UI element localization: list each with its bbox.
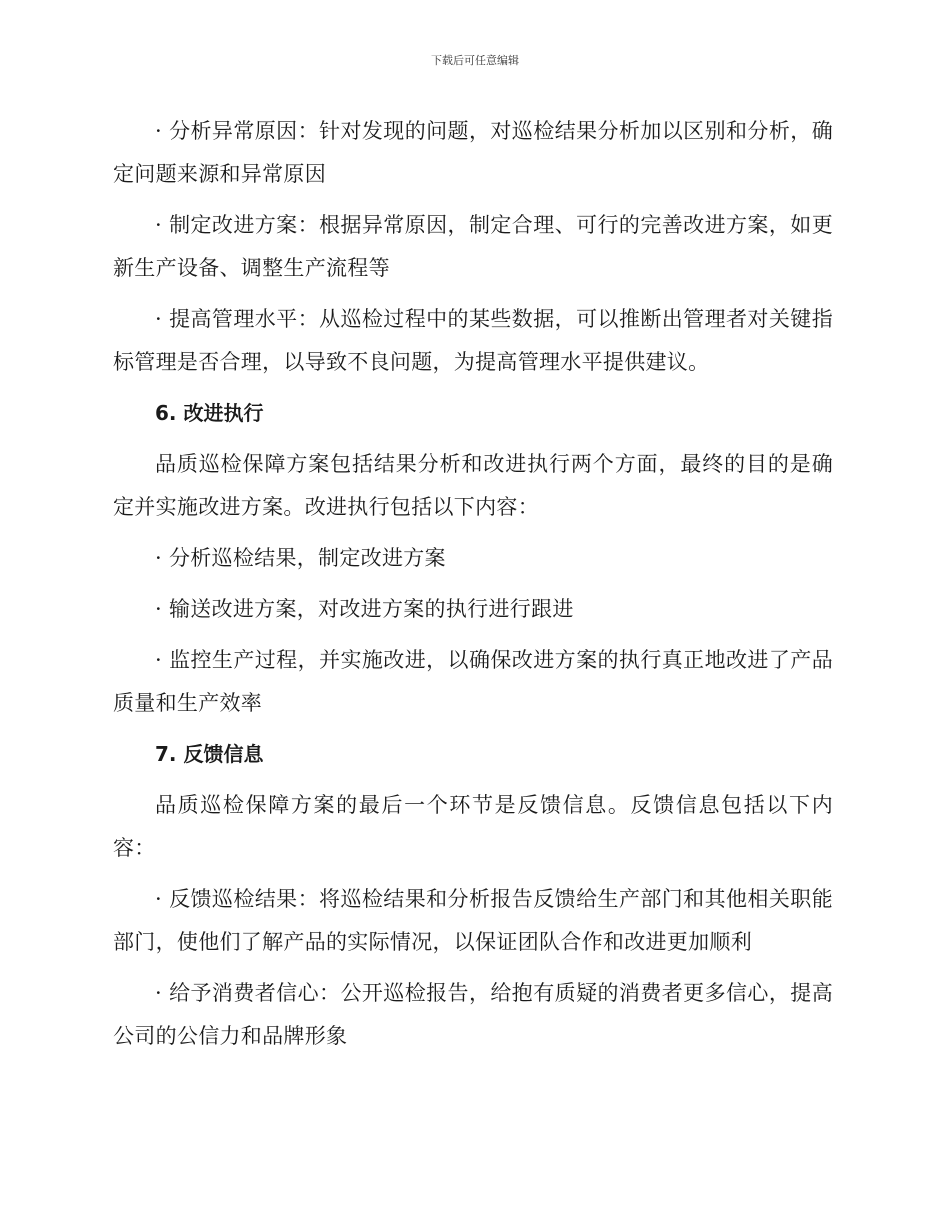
bullet-analyze-causes: · 分析异常原因：针对发现的问题，对巡检结果分析加以区别和分析，确定问题来源和异常原因 xyxy=(113,119,833,186)
document-body xyxy=(113,110,833,1066)
paragraph-improvement-intro: 品质巡检保障方案包括结果分析和改进执行两个方面，最终的目的是确定并实施改进方案。改进执行包括以下内容： xyxy=(113,452,833,519)
bullet-deliver-plan: · 输送改进方案，对改进方案的执行进行跟进 xyxy=(155,597,574,621)
bullet-analyze-results: · 分析巡检结果，制定改进方案 xyxy=(155,546,446,570)
bullet-monitor-production: · 监控生产过程，并实施改进，以确保改进方案的执行真正地改进了产品质量和生产效率 xyxy=(113,648,833,715)
section-heading-improvement-execution: 6. 改进执行 xyxy=(155,401,264,425)
bullet-improvement-plan: · 制定改进方案：根据异常原因，制定合理、可行的完善改进方案，如更新生产设备、调整生产流程等 xyxy=(113,213,833,280)
page-header: 下载后可任意编辑 xyxy=(431,54,519,67)
bullet-consumer-confidence: · 给予消费者信心：公开巡检报告，给抱有质疑的消费者更多信心，提高公司的公信力和品牌形象 xyxy=(113,981,833,1048)
bullet-management-level: · 提高管理水平：从巡检过程中的某些数据，可以推断出管理者对关键指标管理是否合理，以导致不良问题，为提高管理水平提供建议。 xyxy=(113,307,833,374)
section-heading-feedback: 7. 反馈信息 xyxy=(155,742,264,766)
bullet-feedback-results: · 反馈巡检结果：将巡检结果和分析报告反馈给生产部门和其他相关职能部门，使他们了解产品的实际情况，以保证团队合作和改进更加顺利 xyxy=(113,887,833,954)
paragraph-feedback-intro: 品质巡检保障方案的最后一个环节是反馈信息。反馈信息包括以下内容： xyxy=(113,793,833,860)
